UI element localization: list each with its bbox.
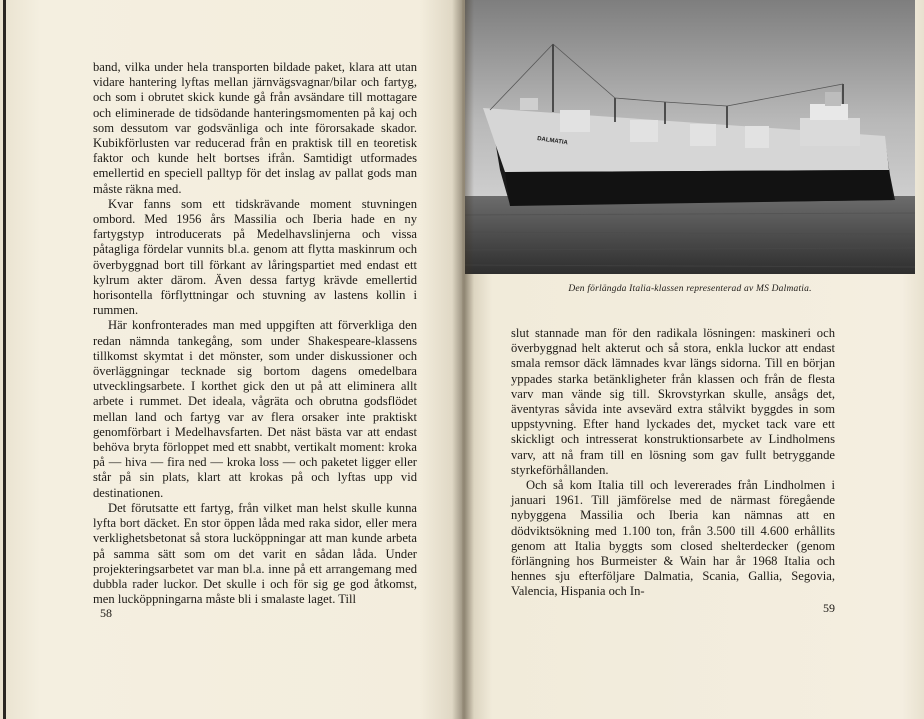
hull-name: DALMATIA (536, 136, 569, 147)
page-number: 58 (100, 606, 112, 620)
paragraph: band, vilka under hela transporten bildade paket, klara att utan vidare hantering lyftas mellan järnvägsvagnar/bilar och fartyg, och som i obrutet skick kunde gå från avsändare till mottagare och eliminerade de tidsödande hanteringsmomenten på kaj och som dessutom var godsvänliga och inte förorsakade skador. Kubikförlusten var reducerad från en praktisk till en teoretisk faktor och kunde helt bortses ifrån. Samtidigt utformades emellertid en speciell palltyp för det inslag av pallat gods man måste räkna med. (93, 60, 417, 196)
photo-caption: Den förlängda Italia-klassen representerad av MS Dalmatia. (568, 284, 812, 294)
page-edge-line (3, 0, 6, 719)
right-page-text (511, 326, 835, 600)
ship-photo (465, 0, 915, 274)
paragraph: Det förutsatte ett fartyg, från vilket man helst skulle kunna lyfta bort däcket. En stor öppen låda med raka sidor, eller mera verklighetsbetonat så stora lucköppningar att man kunde arbeta på samma sätt som om det varit en sådan låda. Under projekteringsarbetet var man bl.a. inne på ett arrangemang med dubbla rader luckor. Det skulle i och för sig ge god åtkomst, men lucköppningarna måste bli i smalaste laget. Till (93, 500, 417, 607)
paragraph: Kvar fanns som ett tidskrävande moment stuvningen ombord. Med 1956 års Massilia och Iberia hade en ny fartygstyp introducerats på Medelhavslinjerna och vissa påtagliga fördelar vunnits bl.a. genom att flytta maskinrum och överbyggnad bort till förkant av låringspartiet med endast ett kylrum akter därom. Även dessa fartyg krävde emellertid horisontella förflyttningar och stuvning av lastens kollin i rummen. (93, 196, 417, 318)
paragraph: Och så kom Italia till och levererades från Lindholmen i januari 1961. Till jämförelse med de närmast föregående nybyggena Massilia och Iberia kan nämnas att en dödviktsökning med 1.100 ton, från 3.500 till 4.600 erhållits genom att Italia byggts som closed shelterdecker (genom förlängning hos Burmeister & Wain har år 1968 Italia och hennes sju efterföljare Dalmatia, Scania, Gallia, Segovia, Valencia, Hispania och In- (511, 478, 835, 599)
left-page-text (93, 60, 417, 607)
paragraph: slut stannade man för den radikala lösningen: maskineri och överbyggnad helt akterut och så stora, enkla luckor att endast smala remsor däck lämnades kvar längs sidorna. Till en början yppades starka betänkligheter från klassen och från de flesta varv man vände sig till. Skrovstyrkan skulle, ansågs det, äventyras såvida inte avsevärd extra stålvikt byggdes in som uppstyvning. Efter hand lyckades det, mycket tack vare ett skickligt och intresserat konstruktionsarbete av Lindholmens varv, att nå fram till en lösning som gav fullt betryggande styrkeförhållanden. (511, 326, 835, 477)
paragraph: Här konfronterades man med uppgiften att förverkliga den redan nämnda tankegång, som under Shakespeare-klassens tillkomst skymtat i det mönster, som under diskussioner och överläggningar tecknade sig bortom dagens omedelbara utvecklingsarbete. I korthet gick den ut på att eliminera allt arbete i rummet. Det ideala, vågräta och obrutna godsflödet mellan land och fartyg var av flera orsaker inte praktiskt genomförbart i Medelhavsfarten. Det näst bästa var att endast behöva bryta förloppet med ett snabbt, vertikalt moment: kroka på — hiva — fira ned — kroka loss — och paketet ligger eller står på sin plats, klart att krokas på och lyftas upp vid destinationen. (93, 318, 417, 500)
page-number: 59 (823, 601, 835, 615)
book-gutter (452, 0, 474, 719)
